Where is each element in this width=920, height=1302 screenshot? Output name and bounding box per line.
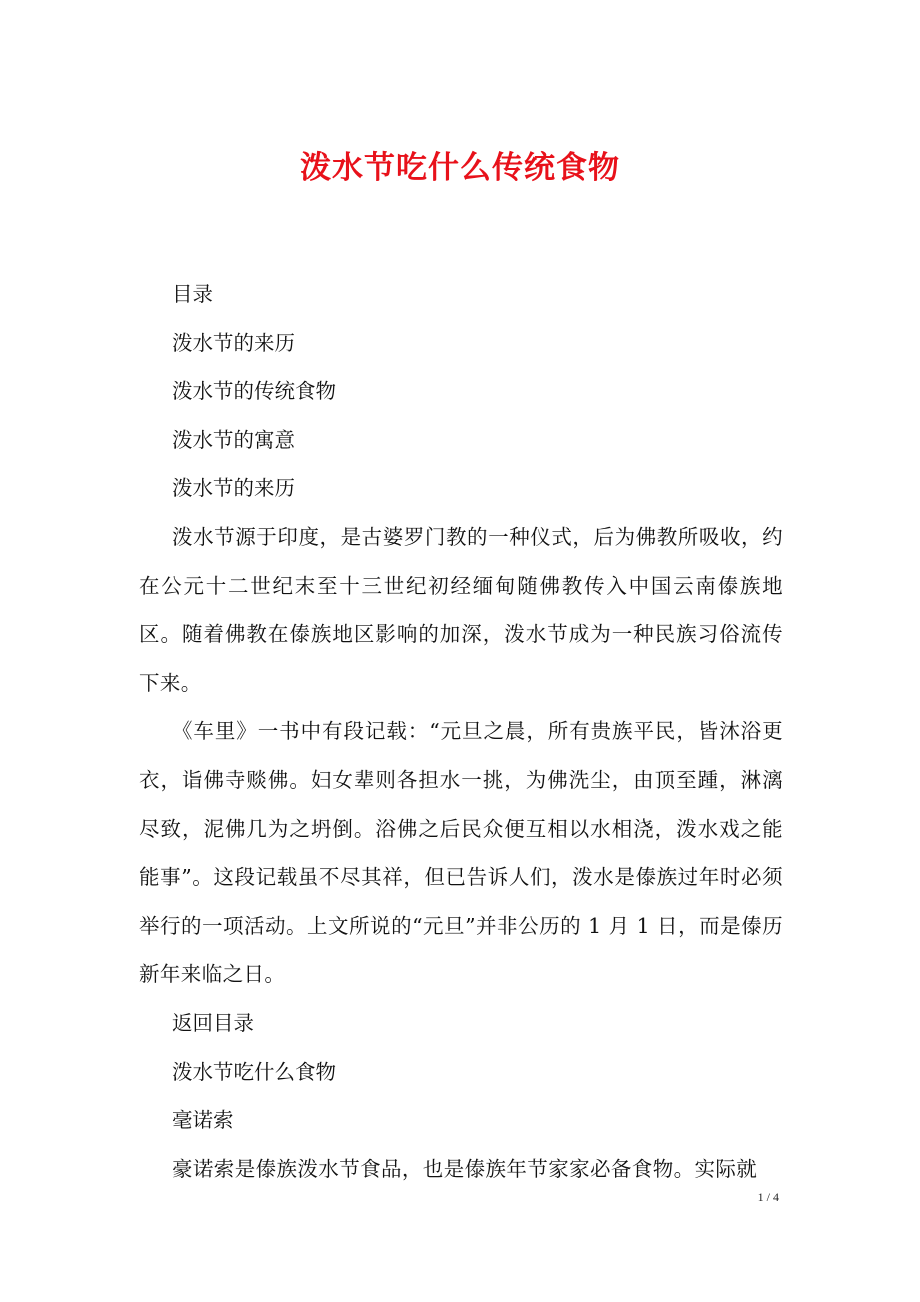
subheading-haonuosuo: 毫诺索 — [172, 1108, 234, 1133]
section-heading-food: 泼水节吃什么食物 — [172, 1059, 336, 1084]
section-heading-origin: 泼水节的来历 — [172, 476, 295, 501]
toc-item-food[interactable]: 泼水节的传统食物 — [172, 379, 336, 404]
paragraph-origin-2: 《车里》一书中有段记载：“元旦之晨，所有贵族平民，皆沐浴更衣，诣佛寺赕佛。妇女辈则各担水一挑，为佛洗尘，由顶至踵，淋漓尽致，泥佛几为之坍倒。浴佛之后民众便互相以水相浇，泼水戏之能能事”。这段记载虽不尽其祥，但已告诉人们，泼水是傣族过年时必须举行的一项活动。上文所说的“元旦”并非公历的 1 月 1 日，而是傣历新年来临之日。 — [139, 719, 783, 987]
document-title: 泼水节吃什么传统食物 — [300, 150, 620, 186]
toc-item-origin[interactable]: 泼水节的来历 — [172, 330, 295, 355]
toc-heading: 目录 — [172, 282, 213, 306]
paragraph-origin-1: 泼水节源于印度，是古婆罗门教的一种仪式，后为佛教所吸收，约在公元十二世纪末至十三世纪初经缅甸随佛教传入中国云南傣族地区。随着佛教在傣族地区影响的加深，泼水节成为一种民族习俗流传下来。 — [139, 524, 783, 695]
paragraph-haonuosuo: 豪诺索是傣族泼水节食品，也是傣族年节家家必备食物。实际就 — [172, 1156, 758, 1181]
page-number: 1 / 4 — [757, 1190, 779, 1204]
toc-item-meaning[interactable]: 泼水节的寓意 — [172, 427, 295, 452]
document-body — [139, 270, 783, 1193]
back-to-toc-link[interactable]: 返回目录 — [172, 1010, 254, 1035]
